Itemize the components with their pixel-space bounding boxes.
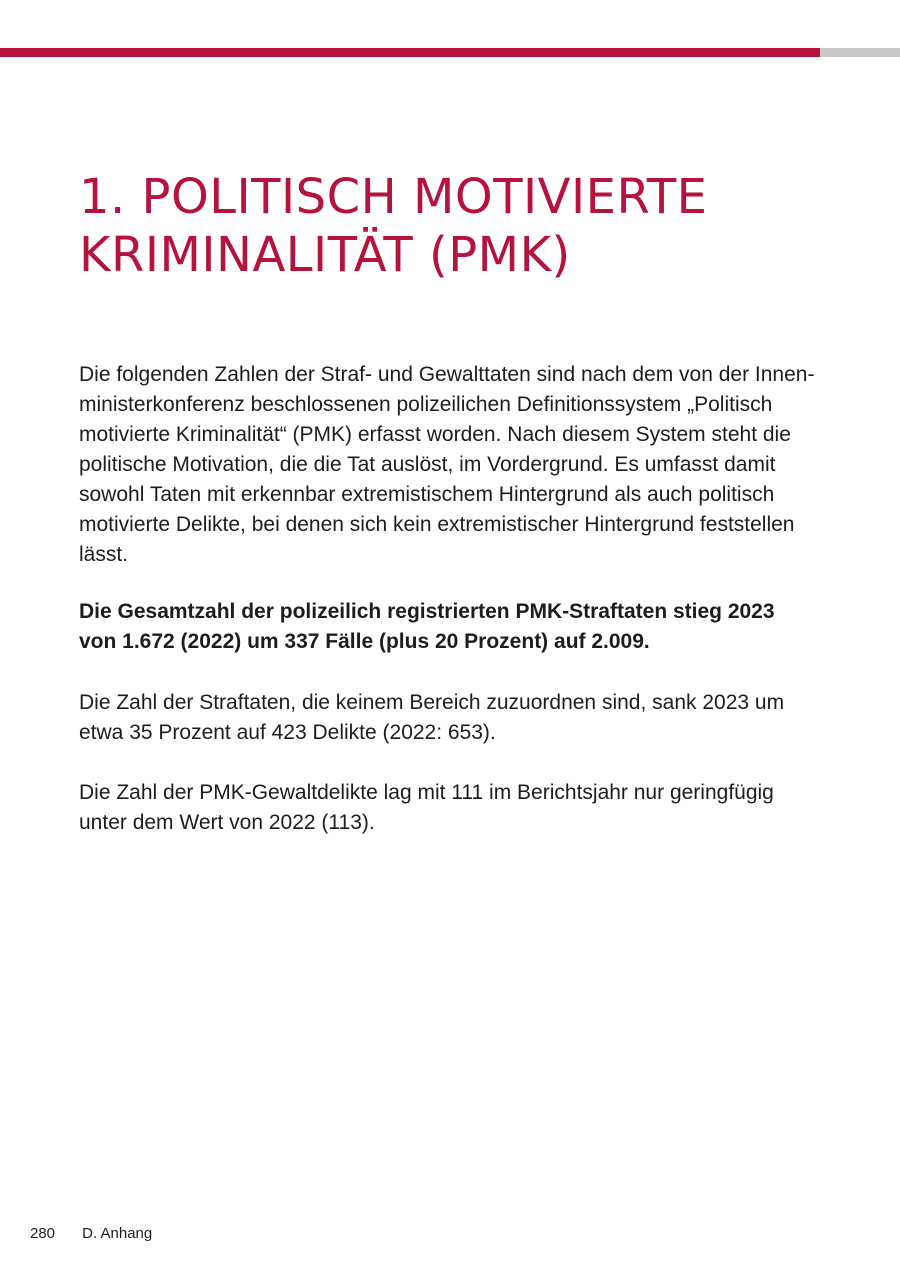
- text-line: Die Gesamtzahl der polizeilich registrierten PMK-Straftaten stieg 2023: [79, 600, 775, 623]
- page-number: 280: [30, 1225, 56, 1242]
- text-line: etwa 35 Prozent auf 423 Delikte (2022: 653).: [79, 721, 496, 744]
- footer-section-label: D. Anhang: [82, 1225, 153, 1242]
- unassigned-offenses-paragraph: [79, 688, 839, 748]
- header-accent-bar: [0, 48, 900, 57]
- text-line: lässt.: [79, 543, 129, 566]
- text-line: von 1.672 (2022) um 337 Fälle (plus 20 Prozent) auf 2.009.: [79, 630, 650, 653]
- text-line: sowohl Taten mit erkennbar extremistischem Hintergrund als auch politisch: [79, 483, 775, 506]
- text-line: Die Zahl der Straftaten, die keinem Bereich zuzuordnen sind, sank 2023 um: [79, 691, 785, 714]
- intro-paragraph: [79, 360, 839, 570]
- header-accent-bar-red: [0, 48, 820, 57]
- violent-offenses-paragraph: [79, 778, 839, 838]
- page-title: [79, 168, 839, 284]
- page-title-line: 1. POLITISCH MOTIVIERTE: [79, 169, 708, 225]
- text-line: motivierte Delikte, bei denen sich kein extremistischer Hintergrund feststellen: [79, 513, 795, 536]
- text-line: motivierte Kriminalität“ (PMK) erfasst worden. Nach diesem System steht die: [79, 423, 791, 446]
- text-line: politische Motivation, die die Tat auslöst, im Vordergrund. Es umfasst damit: [79, 453, 776, 476]
- page-footer: [30, 1224, 152, 1244]
- highlight-paragraph: [79, 597, 839, 657]
- text-line: unter dem Wert von 2022 (113).: [79, 811, 375, 834]
- header-accent-bar-grey: [820, 48, 900, 57]
- page-title-line: KRIMINALITÄT (PMK): [79, 227, 571, 283]
- text-line: ministerkonferenz beschlossenen polizeilichen Definitionssystem „Politisch: [79, 393, 773, 416]
- text-line: Die folgenden Zahlen der Straf- und Gewalttaten sind nach dem von der Innen-: [79, 363, 815, 386]
- text-line: Die Zahl der PMK-Gewaltdelikte lag mit 111 im Berichtsjahr nur geringfügig: [79, 781, 774, 804]
